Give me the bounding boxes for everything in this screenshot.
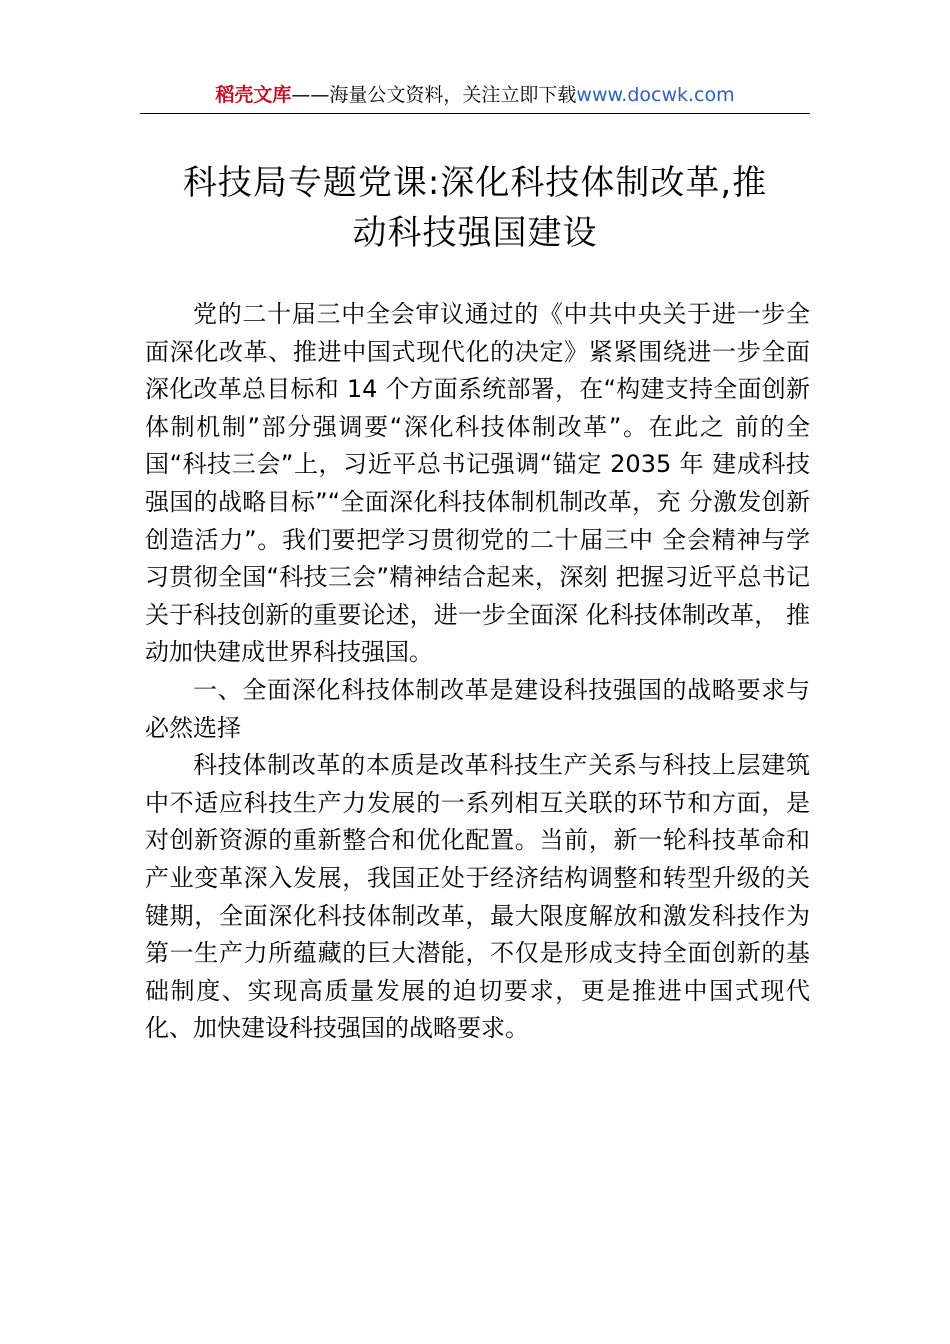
header-tagline: ——海量公文资料，关注立即下载	[291, 84, 577, 106]
brand-name: 稻壳文库	[215, 84, 292, 106]
section-heading-1: 一、全面深化科技体制改革是建设科技强国的战略要求与必然选择	[145, 675, 810, 742]
page-header	[140, 82, 810, 114]
paragraph-section-1: 科技体制改革的本质是改革科技生产关系与科技上层建筑中不适应科技生产力发展的一系列相互关联的环节和方面，是对创新资源的重新整合和优化配置。当前，新一轮科技革命和产业变革深入发展，我国正处于经济结构调整和转型升级的关键期，全面深化科技体制改革，最大限度解放和激发科技作为第一生产力所蕴藏的巨大潜能，不仅是形成支持全面创新的基础制度、实现高质量发展的迫切要求，更是推进中国式现代化、加快建设科技强国的战略要求。	[145, 751, 810, 1043]
header-url-link[interactable]: www.docwk.com	[576, 84, 735, 106]
title-line-2: 动科技强国建设	[352, 213, 598, 253]
document-title	[140, 158, 810, 258]
paragraph-intro: 党的二十届三中全会审议通过的《中共中央关于进一步全面深化改革、推进中国式现代化的决定》紧紧围绕进一步全面深化改革总目标和 14 个方面系统部署，在“构建支持全面创新体制机制”部分强调要“深化科技体制改革”。在此之 前的全国“科技三会”上，习近平总书记强调“锚定 2035 年 建成科技强国的战略目标”“全面深化科技体制机制改革，充 分激发创新创造活力”。我们要把学习贯彻党的二十届三中 全会精神与学习贯彻全国“科技三会”精神结合起来，深刻 把握习近平总书记关于科技创新的重要论述，进一步全面深 化科技体制改革， 推动加快建成世界科技强国。	[145, 300, 810, 667]
header-divider	[140, 113, 810, 114]
document-body	[145, 296, 810, 1048]
title-line-1: 科技局专题党课:深化科技体制改革,推	[182, 163, 768, 203]
